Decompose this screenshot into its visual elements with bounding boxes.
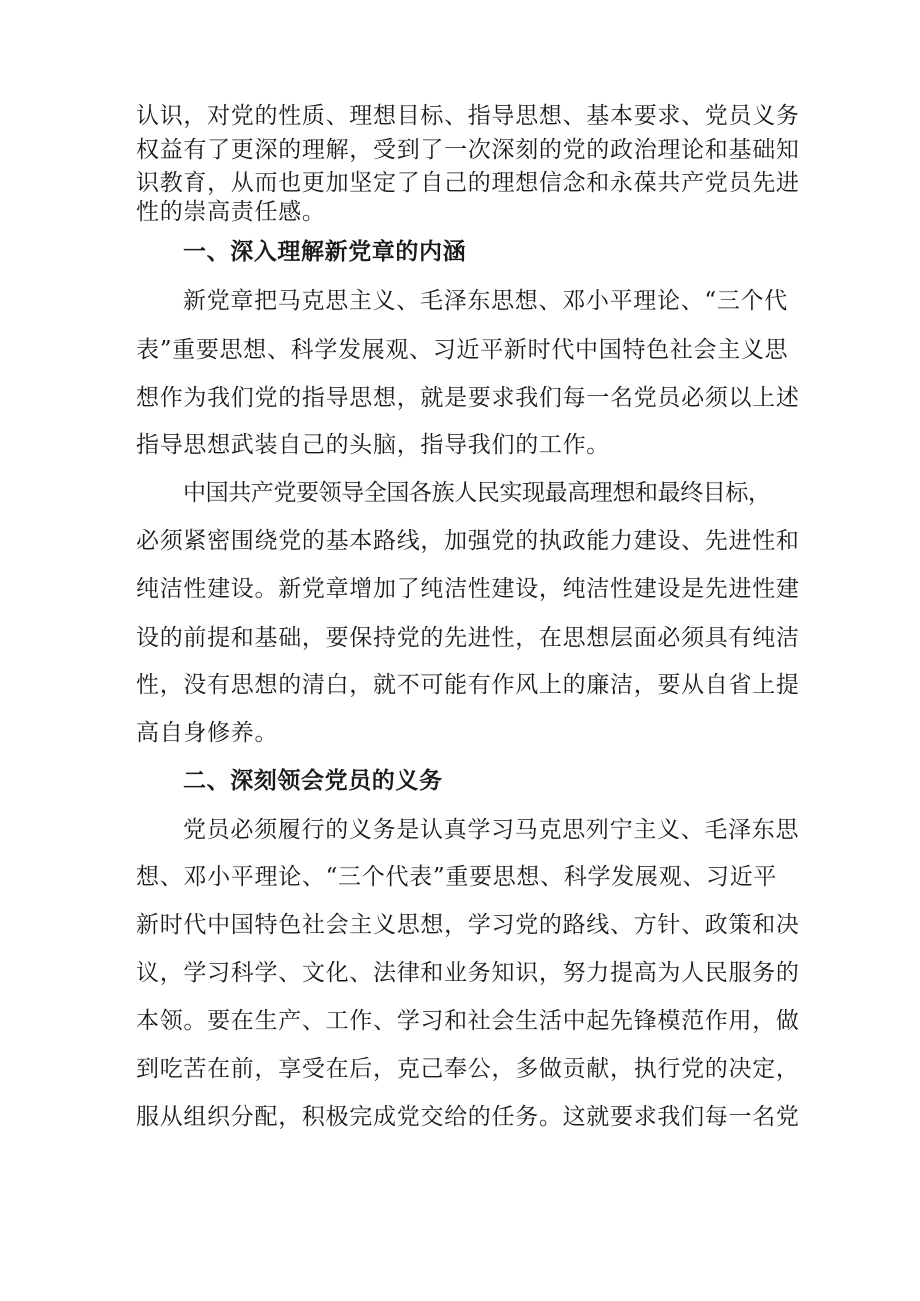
intro-line-2: 权益有了更深的理解，受到了一次深刻的党的政治理论和基础知	[136, 137, 800, 163]
section1-para2-line-3: 纯洁性建设。新党章增加了纯洁性建设，纯洁性建设是先进性建	[136, 576, 800, 602]
intro-line-3: 识教育，从而也更加坚定了自己的理想信念和永葆共产党员先进	[136, 170, 800, 196]
section2-heading: 二、深刻领会党员的义务	[183, 768, 443, 794]
section1-para1-line-2: 表”重要思想、科学发展观、习近平新时代中国特色社会主义思	[136, 337, 789, 363]
section1-para1-line-4: 指导思想武装自己的头脑，指导我们的工作。	[136, 432, 610, 458]
section1-para2-line-4: 设的前提和基础，要保持党的先进性，在思想层面必须具有纯洁	[136, 625, 800, 651]
section2-para1-line-4: 议，学习科学、文化、法律和业务知识，努力提高为人民服务的	[136, 960, 800, 986]
section1-heading: 一、深入理解新党章的内涵	[183, 239, 467, 265]
intro-line-4: 性的崇高责任感。	[136, 199, 326, 225]
section1-para1-line-1: 新党章把马克思主义、毛泽东思想、邓小平理论、“三个代	[183, 288, 788, 314]
section1-para2-line-1: 中国共产党要领导全国各族人民实现最高理想和最终目标，	[183, 480, 771, 506]
section1-para2-line-2: 必须紧密围绕党的基本路线，加强党的执政能力建设、先进性和	[136, 528, 800, 554]
section2-para1-line-7: 服从组织分配，积极完成党交给的任务。这就要求我们每一名党	[136, 1104, 800, 1130]
intro-line-1: 认识，对党的性质、理想目标、指导思想、基本要求、党员义务	[136, 103, 800, 129]
section2-para1-line-2: 想、邓小平理论、“三个代表”重要思想、科学发展观、习近平	[136, 864, 778, 890]
section2-para1-line-5: 本领。要在生产、工作、学习和社会生活中起先锋模范作用，做	[136, 1008, 800, 1034]
section2-para1-line-1: 党员必须履行的义务是认真学习马克思列宁主义、毛泽东思	[183, 817, 800, 843]
section1-para2-line-5: 性，没有思想的清白，就不可能有作风上的廉洁，要从自省上提	[136, 672, 800, 698]
section2-para1-line-3: 新时代中国特色社会主义思想，学习党的路线、方针、政策和决	[136, 912, 800, 938]
section1-para2-line-6: 高自身修养。	[136, 720, 279, 746]
section1-para1-line-3: 想作为我们党的指导思想，就是要求我们每一名党员必须以上述	[136, 385, 800, 411]
section2-para1-line-6: 到吃苦在前，享受在后，克己奉公，多做贡献，执行党的决定，	[136, 1056, 800, 1082]
